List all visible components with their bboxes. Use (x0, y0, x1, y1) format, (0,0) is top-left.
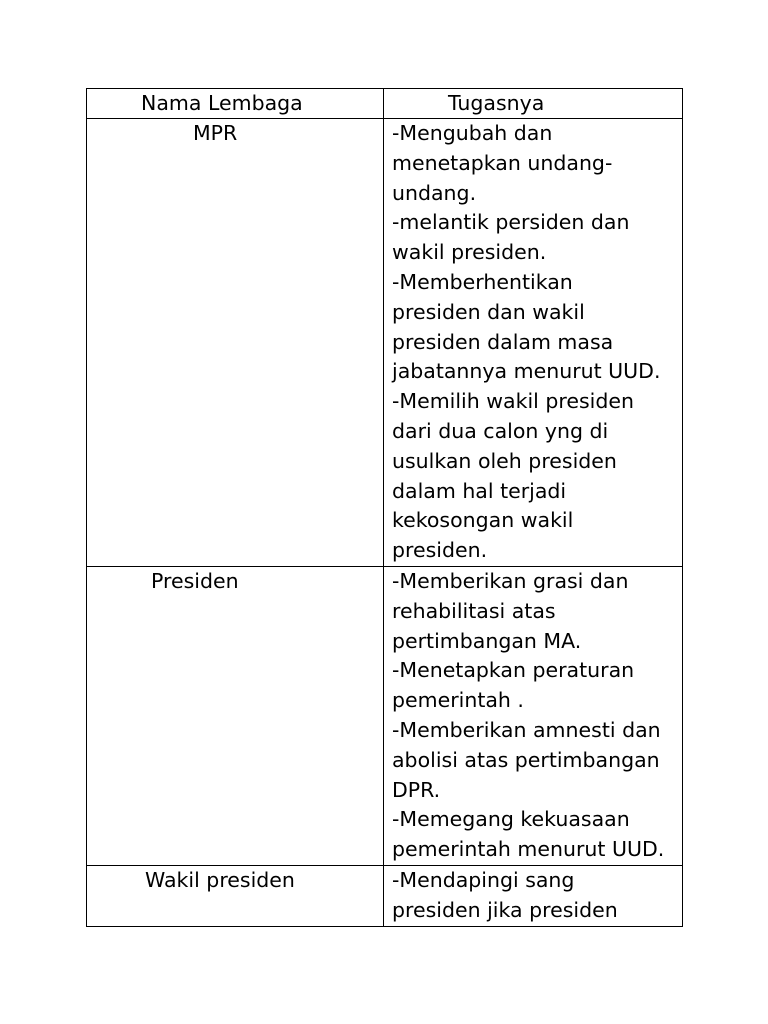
tugas-line: usulkan oleh presiden (392, 448, 617, 473)
lembaga-cell (87, 119, 384, 567)
lembaga-name: MPR (193, 121, 238, 145)
header-tugasnya: Tugasnya (384, 89, 683, 119)
tugas-line: -Memilih wakil presiden (392, 389, 634, 414)
tugas-line: dalam hal terjadi (392, 478, 567, 503)
table-row (87, 865, 683, 926)
tugas-line: -Memberhentikan (392, 269, 573, 294)
tugas-line: -melantik persiden dan (392, 210, 630, 235)
lembaga-name: Wakil presiden (145, 867, 295, 892)
tugas-line: DPR. (392, 777, 441, 802)
table-header-row (87, 89, 683, 119)
tugas-line: -Menetapkan peraturan (392, 658, 635, 683)
lembaga-cell (87, 566, 384, 865)
tugas-line: dari dua calon yng di (392, 418, 609, 443)
tugas-line: -Memberikan amnesti dan (392, 717, 661, 742)
table-row (87, 566, 683, 865)
tugas-line: presiden dalam masa (392, 329, 614, 354)
tugas-line: presiden jika presiden (392, 897, 618, 922)
tugas-line: jabatannya menurut UUD. (392, 359, 661, 384)
table-row (87, 119, 683, 567)
tugas-line: menetapkan undang- (392, 150, 613, 175)
lembaga-name: Presiden (151, 568, 239, 593)
tugas-cell (384, 865, 683, 926)
tugas-cell (384, 566, 683, 865)
tugas-line: presiden. (392, 538, 488, 563)
tugas-line: -Mengubah dan (392, 121, 553, 145)
tugas-line: abolisi atas pertimbangan (392, 747, 660, 772)
header-nama-lembaga: Nama Lembaga (87, 89, 384, 119)
tugas-line: -Memberikan grasi dan (392, 568, 629, 593)
tugas-line: -Mendapingi sang (392, 867, 575, 892)
tugas-line: pertimbangan MA. (392, 628, 582, 653)
lembaga-table (86, 88, 683, 927)
tugas-line: presiden dan wakil (392, 299, 585, 324)
lembaga-cell (87, 865, 384, 926)
tugas-line: pemerintah . (392, 688, 524, 713)
tugas-cell (384, 119, 683, 567)
tugas-line: wakil presiden. (392, 240, 547, 265)
tugas-line: undang. (392, 180, 477, 205)
tugas-line: pemerintah menurut UUD. (392, 837, 665, 862)
tugas-line: kekosongan wakil (392, 508, 574, 533)
tugas-line: -Memegang kekuasaan (392, 807, 630, 832)
tugas-line: rehabilitasi atas (392, 598, 556, 623)
